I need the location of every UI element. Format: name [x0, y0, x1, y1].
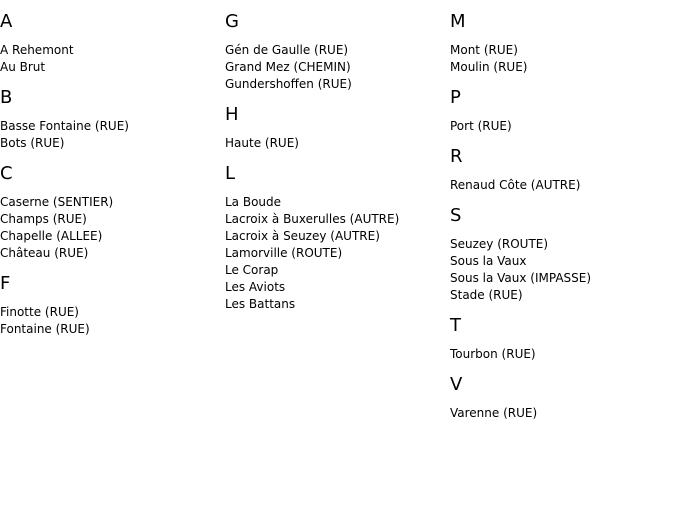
street-link[interactable]: A Rehemont — [0, 43, 74, 57]
street-link[interactable]: Haute (RUE) — [225, 136, 299, 150]
letter-group — [450, 146, 670, 194]
letter-heading: S — [450, 205, 462, 226]
letter-heading: C — [0, 163, 13, 184]
letter-group — [225, 104, 445, 152]
street-link[interactable]: Fontaine (RUE) — [0, 322, 90, 336]
street-link[interactable]: Mont (RUE) — [450, 43, 518, 57]
street-link[interactable]: Gén de Gaulle (RUE) — [225, 43, 349, 57]
street-link[interactable]: Chapelle (ALLEE) — [0, 229, 103, 243]
letter-heading: R — [450, 146, 463, 167]
letter-group — [0, 11, 220, 76]
street-link[interactable]: Sous la Vaux (IMPASSE) — [450, 271, 592, 285]
letter-group — [450, 374, 670, 422]
street-list — [450, 236, 670, 304]
street-link[interactable]: Varenne (RUE) — [450, 406, 538, 420]
letter-group — [0, 87, 220, 152]
street-list — [450, 118, 670, 135]
street-link[interactable]: Moulin (RUE) — [450, 60, 528, 74]
street-list — [0, 304, 220, 338]
index-column — [0, 0, 220, 346]
street-link[interactable]: Tourbon (RUE) — [450, 347, 536, 361]
index-column — [450, 0, 670, 430]
street-link[interactable]: Le Corap — [225, 263, 279, 277]
letter-heading: H — [225, 104, 239, 125]
letter-group — [0, 163, 220, 262]
index-column — [225, 0, 445, 321]
street-link[interactable]: Lacroix à Seuzey (AUTRE) — [225, 229, 380, 243]
street-list — [0, 42, 220, 76]
letter-heading: V — [450, 374, 463, 395]
street-link[interactable]: Lacroix à Buxerulles (AUTRE) — [225, 212, 400, 226]
street-link[interactable]: Les Aviots — [225, 280, 286, 294]
street-link[interactable]: Stade (RUE) — [450, 288, 523, 302]
street-link[interactable]: Seuzey (ROUTE) — [450, 237, 549, 251]
letter-heading: P — [450, 87, 461, 108]
street-list — [0, 118, 220, 152]
street-link[interactable]: Finotte (RUE) — [0, 305, 79, 319]
street-list — [225, 42, 445, 93]
street-link[interactable]: Château (RUE) — [0, 246, 89, 260]
street-list — [450, 177, 670, 194]
letter-heading: L — [225, 163, 236, 184]
letter-heading: A — [0, 11, 13, 32]
street-list — [450, 42, 670, 76]
street-link[interactable]: Les Battans — [225, 297, 296, 311]
street-list — [450, 405, 670, 422]
street-link[interactable]: Lamorville (ROUTE) — [225, 246, 343, 260]
street-link[interactable]: Port (RUE) — [450, 119, 512, 133]
street-list — [450, 346, 670, 363]
street-list — [225, 135, 445, 152]
letter-heading: T — [450, 315, 461, 336]
street-list — [0, 194, 220, 262]
letter-group — [225, 163, 445, 313]
street-link[interactable]: Basse Fontaine (RUE) — [0, 119, 129, 133]
street-link[interactable]: Caserne (SENTIER) — [0, 195, 114, 209]
street-link[interactable]: Sous la Vaux — [450, 254, 527, 268]
street-link[interactable]: Champs (RUE) — [0, 212, 87, 226]
street-link[interactable]: Au Brut — [0, 60, 46, 74]
letter-group — [0, 273, 220, 338]
letter-group — [225, 11, 445, 93]
letter-group — [450, 315, 670, 363]
letter-heading: M — [450, 11, 466, 32]
letter-heading: F — [0, 273, 11, 294]
letter-group — [450, 87, 670, 135]
street-link[interactable]: La Boude — [225, 195, 282, 209]
street-link[interactable]: Gundershoffen (RUE) — [225, 77, 352, 91]
street-link[interactable]: Renaud Côte (AUTRE) — [450, 178, 581, 192]
street-list — [225, 194, 445, 313]
letter-group — [450, 205, 670, 304]
letter-heading: G — [225, 11, 239, 32]
street-link[interactable]: Grand Mez (CHEMIN) — [225, 60, 351, 74]
letter-group — [450, 11, 670, 76]
letter-heading: B — [0, 87, 13, 108]
street-link[interactable]: Bots (RUE) — [0, 136, 65, 150]
